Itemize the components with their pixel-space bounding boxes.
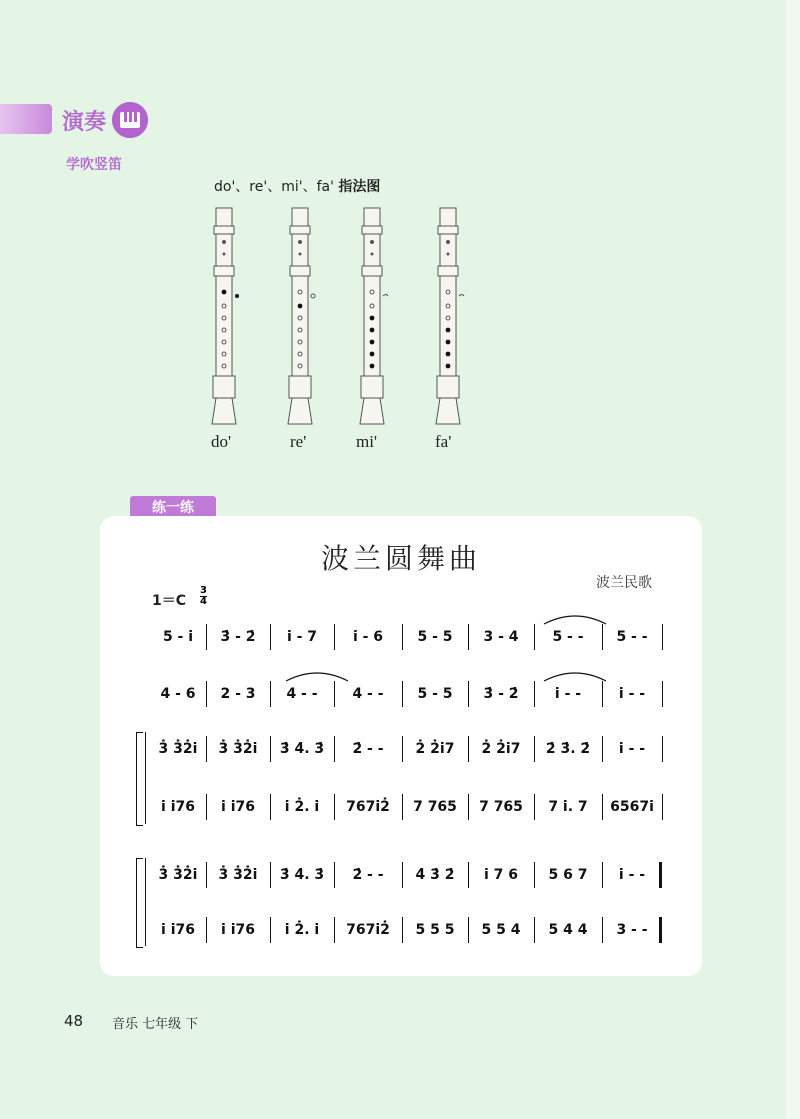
- bar-line: [662, 624, 663, 650]
- bar-line: [662, 794, 663, 820]
- score-measure: 2̇ - -: [352, 741, 384, 757]
- score-row: [150, 622, 662, 652]
- system-brace: [136, 732, 143, 826]
- bar-line: [468, 681, 469, 707]
- score-row: [150, 679, 662, 709]
- score-measure: 3̇ 3̇2̇i: [158, 867, 198, 883]
- system-brace: [136, 858, 143, 948]
- bar-line: [206, 624, 207, 650]
- bar-line: [334, 917, 335, 943]
- bar-line: [659, 917, 662, 943]
- score-measure: 5 5 4: [481, 922, 521, 938]
- bar-line: [602, 917, 603, 943]
- bar-line: [468, 736, 469, 762]
- fingering-notes-label: do'、re'、mi'、fa': [214, 179, 334, 195]
- score-measure: i i76: [161, 922, 195, 938]
- time-signature: [200, 586, 207, 607]
- score-measure: 2̇ 3̇. 2̇: [545, 741, 591, 757]
- sub-title: 学吹竖笛: [66, 157, 122, 173]
- score-measure: 5 - -: [616, 629, 648, 645]
- bar-line: [659, 862, 662, 888]
- score-row: [150, 734, 662, 764]
- score-measure: 4 - 6: [160, 686, 196, 702]
- bar-line: [270, 624, 271, 650]
- bar-line: [334, 794, 335, 820]
- note-label: mi': [356, 432, 378, 451]
- bar-line: [602, 862, 603, 888]
- note-label: re': [290, 432, 307, 451]
- score-measure: 2̇ - -: [352, 867, 384, 883]
- bar-line: [270, 862, 271, 888]
- score-measure: 5 - i: [162, 629, 194, 645]
- bar-line: [270, 917, 271, 943]
- score-measure: i 2̇. i: [284, 799, 320, 815]
- score-measure: 3̇ - 2̇: [220, 629, 256, 645]
- score-measure: 5 - 5: [417, 629, 453, 645]
- score-measure: 5 4 4: [548, 922, 588, 938]
- score-measure: 7 765: [479, 799, 523, 815]
- score-measure: 5 - -: [552, 629, 584, 645]
- time-signature-bottom: 4: [200, 596, 207, 607]
- bar-line: [468, 794, 469, 820]
- score-measure: i - -: [618, 867, 646, 883]
- score-measure: 2̇ 2̇i7: [481, 741, 521, 757]
- score-measure: i - -: [618, 741, 646, 757]
- score-measure: 6567i: [610, 799, 654, 815]
- bar-line: [402, 624, 403, 650]
- score-measure: 3̇ 4̇. 3̇: [279, 741, 325, 757]
- time-signature-top: 3: [200, 585, 207, 596]
- score-measure: 2̇ 2̇i7: [415, 741, 455, 757]
- bar-line: [602, 794, 603, 820]
- tie-mark: [282, 669, 352, 683]
- score-measure: 5 6 7: [548, 867, 588, 883]
- score-measure: 767i2̇: [346, 799, 390, 815]
- score-measure: i 7 6: [483, 867, 519, 883]
- score-measure: 5 5 5: [415, 922, 455, 938]
- score-measure: 3 - -: [616, 922, 648, 938]
- bar-line: [402, 862, 403, 888]
- score-measure: i - -: [554, 686, 582, 702]
- bar-line: [602, 736, 603, 762]
- score-measure: 767i2̇: [346, 922, 390, 938]
- system-line: [145, 858, 146, 946]
- song-composer: 波兰民歌: [596, 575, 652, 591]
- bar-line: [534, 794, 535, 820]
- tie-mark: [540, 612, 610, 626]
- score-measure: 3̇ 4̇. 3̇: [279, 867, 325, 883]
- fingering-title: [214, 176, 380, 196]
- recorder-icon: [280, 206, 320, 431]
- score-measure: i - -: [618, 686, 646, 702]
- bar-line: [662, 681, 663, 707]
- bar-line: [602, 624, 603, 650]
- bar-line: [534, 681, 535, 707]
- recorder-icon: [352, 206, 392, 431]
- bar-line: [334, 624, 335, 650]
- score-measure: 3̇ 3̇2̇i: [158, 741, 198, 757]
- recorder-icon: [204, 206, 244, 431]
- score-measure: 4 - -: [286, 686, 318, 702]
- bar-line: [468, 862, 469, 888]
- section-bar: [0, 104, 52, 134]
- page-number: 48: [64, 1012, 84, 1030]
- bar-line: [662, 736, 663, 762]
- bar-line: [270, 736, 271, 762]
- song-title: 波兰圆舞曲: [320, 542, 481, 575]
- score-measure: 3 - 4: [483, 629, 519, 645]
- bar-line: [534, 624, 535, 650]
- score-row: [150, 792, 662, 822]
- score-measure: i 2̇. i: [284, 922, 320, 938]
- bar-line: [402, 794, 403, 820]
- bar-line: [206, 736, 207, 762]
- fingering-chart-label: 指法图: [338, 179, 381, 195]
- score-measure: 7 765: [413, 799, 457, 815]
- piano-icon: [112, 102, 148, 138]
- score-measure: 7 i. 7: [548, 799, 588, 815]
- key-signature: 1＝C: [152, 593, 187, 609]
- bar-line: [402, 917, 403, 943]
- bar-line: [334, 862, 335, 888]
- score-measure: 3̇ 3̇2̇i: [218, 867, 258, 883]
- book-title: 音乐 七年级 下: [112, 1017, 199, 1032]
- score-measure: 2 - 3: [220, 686, 256, 702]
- recorder-icon: [428, 206, 468, 431]
- bar-line: [206, 794, 207, 820]
- score-row: [150, 860, 662, 890]
- bar-line: [468, 917, 469, 943]
- score-measure: i i76: [221, 799, 255, 815]
- bar-line: [402, 681, 403, 707]
- system-line: [145, 732, 146, 824]
- bar-line: [206, 681, 207, 707]
- score-measure: i - 6: [352, 629, 384, 645]
- bar-line: [602, 681, 603, 707]
- bar-line: [534, 917, 535, 943]
- bar-line: [534, 862, 535, 888]
- bar-line: [534, 736, 535, 762]
- score-measure: i i76: [221, 922, 255, 938]
- bar-line: [334, 736, 335, 762]
- score-measure: 5 - 5: [417, 686, 453, 702]
- tie-mark: [540, 669, 610, 683]
- note-label: do': [211, 432, 232, 451]
- bar-line: [206, 862, 207, 888]
- score-row: [150, 915, 662, 945]
- bar-line: [402, 736, 403, 762]
- bar-line: [270, 794, 271, 820]
- score-measure: 4 - -: [352, 686, 384, 702]
- score-measure: i - 7: [286, 629, 318, 645]
- bar-line: [270, 681, 271, 707]
- bar-line: [206, 917, 207, 943]
- score-measure: 3̇ - 2̇: [483, 686, 519, 702]
- note-label: fa': [435, 432, 452, 451]
- score-measure: 4̇ 3̇ 2̇: [415, 867, 455, 883]
- practice-tab: 练一练: [130, 496, 216, 520]
- score-measure: i i76: [161, 799, 195, 815]
- bar-line: [468, 624, 469, 650]
- bar-line: [334, 681, 335, 707]
- section-title: 演奏: [62, 110, 107, 135]
- score-measure: 3̇ 3̇2̇i: [218, 741, 258, 757]
